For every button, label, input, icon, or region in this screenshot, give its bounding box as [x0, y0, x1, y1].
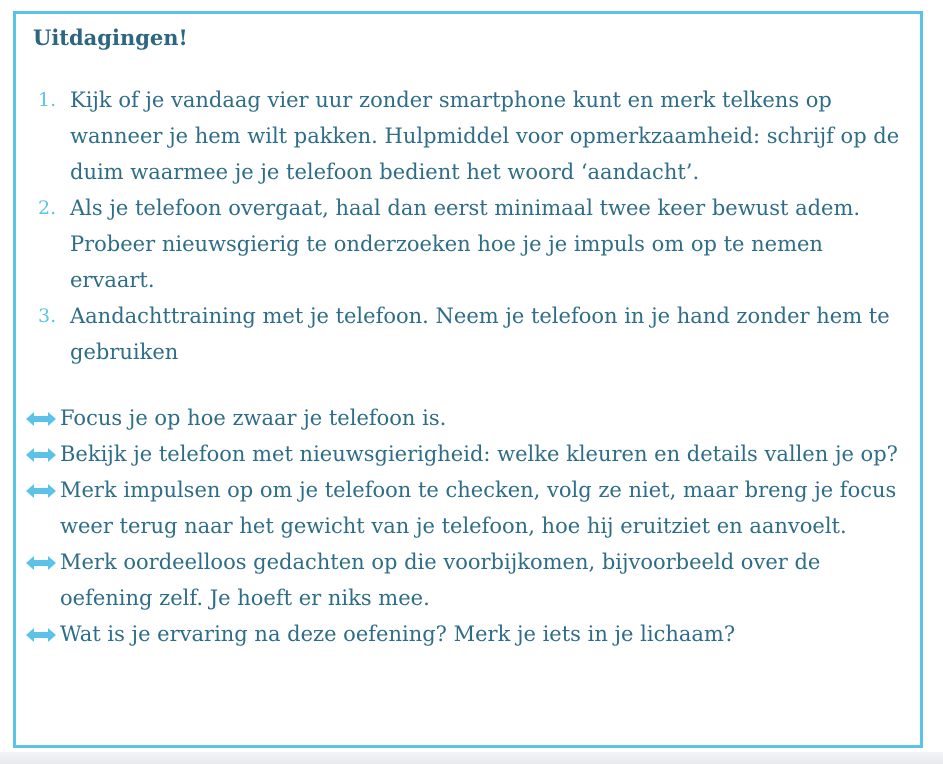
challenges-box	[13, 11, 923, 748]
double-arrow-icon	[26, 412, 56, 426]
bullet-item	[26, 436, 914, 472]
bullet-item-text: Focus je op hoe zwaar je telefoon is.	[60, 406, 447, 430]
double-arrow-icon	[26, 556, 56, 570]
numbered-list	[36, 82, 914, 370]
list-item	[36, 298, 914, 370]
bullet-item	[26, 616, 914, 652]
list-item	[36, 82, 914, 190]
list-number: 3.	[38, 305, 57, 327]
box-title: Uitdagingen!	[33, 25, 188, 50]
double-arrow-icon	[26, 628, 56, 642]
list-item	[36, 190, 914, 298]
bullet-item-text: Merk oordeelloos gedachten op die voorbijkomen, bijvoorbeeld over de oefening zelf. Je hoeft er niks mee.	[60, 550, 821, 610]
list-item-text: Kijk of je vandaag vier uur zonder smartphone kunt en merk telkens op wanneer je hem wilt pakken. Hulpmiddel voor opmerkzaamheid: schrijf op de duim waarmee je je telefoon bedient het woord ‘aandacht’.	[70, 88, 900, 184]
list-item-text: Als je telefoon overgaat, haal dan eerst minimaal twee keer bewust adem. Probeer nieuwsgierig te onderzoeken hoe je je impuls om op te nemen ervaart.	[70, 196, 861, 292]
page-bottom-edge	[0, 752, 943, 764]
double-arrow-icon	[26, 448, 56, 462]
bullet-list	[26, 400, 914, 652]
bullet-item	[26, 400, 914, 436]
bullet-item	[26, 544, 914, 616]
list-number: 1.	[38, 89, 57, 111]
list-number: 2.	[38, 197, 57, 219]
double-arrow-icon	[26, 484, 56, 498]
bullet-item-text: Wat is je ervaring na deze oefening? Merk je iets in je lichaam?	[60, 622, 736, 646]
bullet-item	[26, 472, 914, 544]
bullet-item-text: Bekijk je telefoon met nieuwsgierigheid: welke kleuren en details vallen je op?	[60, 442, 898, 466]
list-item-text: Aandachttraining met je telefoon. Neem je telefoon in je hand zonder hem te gebruiken	[70, 304, 890, 364]
bullet-item-text: Merk impulsen op om je telefoon te checken, volg ze niet, maar breng je focus weer terug naar het gewicht van je telefoon, hoe hij eruitziet en aanvoelt.	[60, 478, 897, 538]
